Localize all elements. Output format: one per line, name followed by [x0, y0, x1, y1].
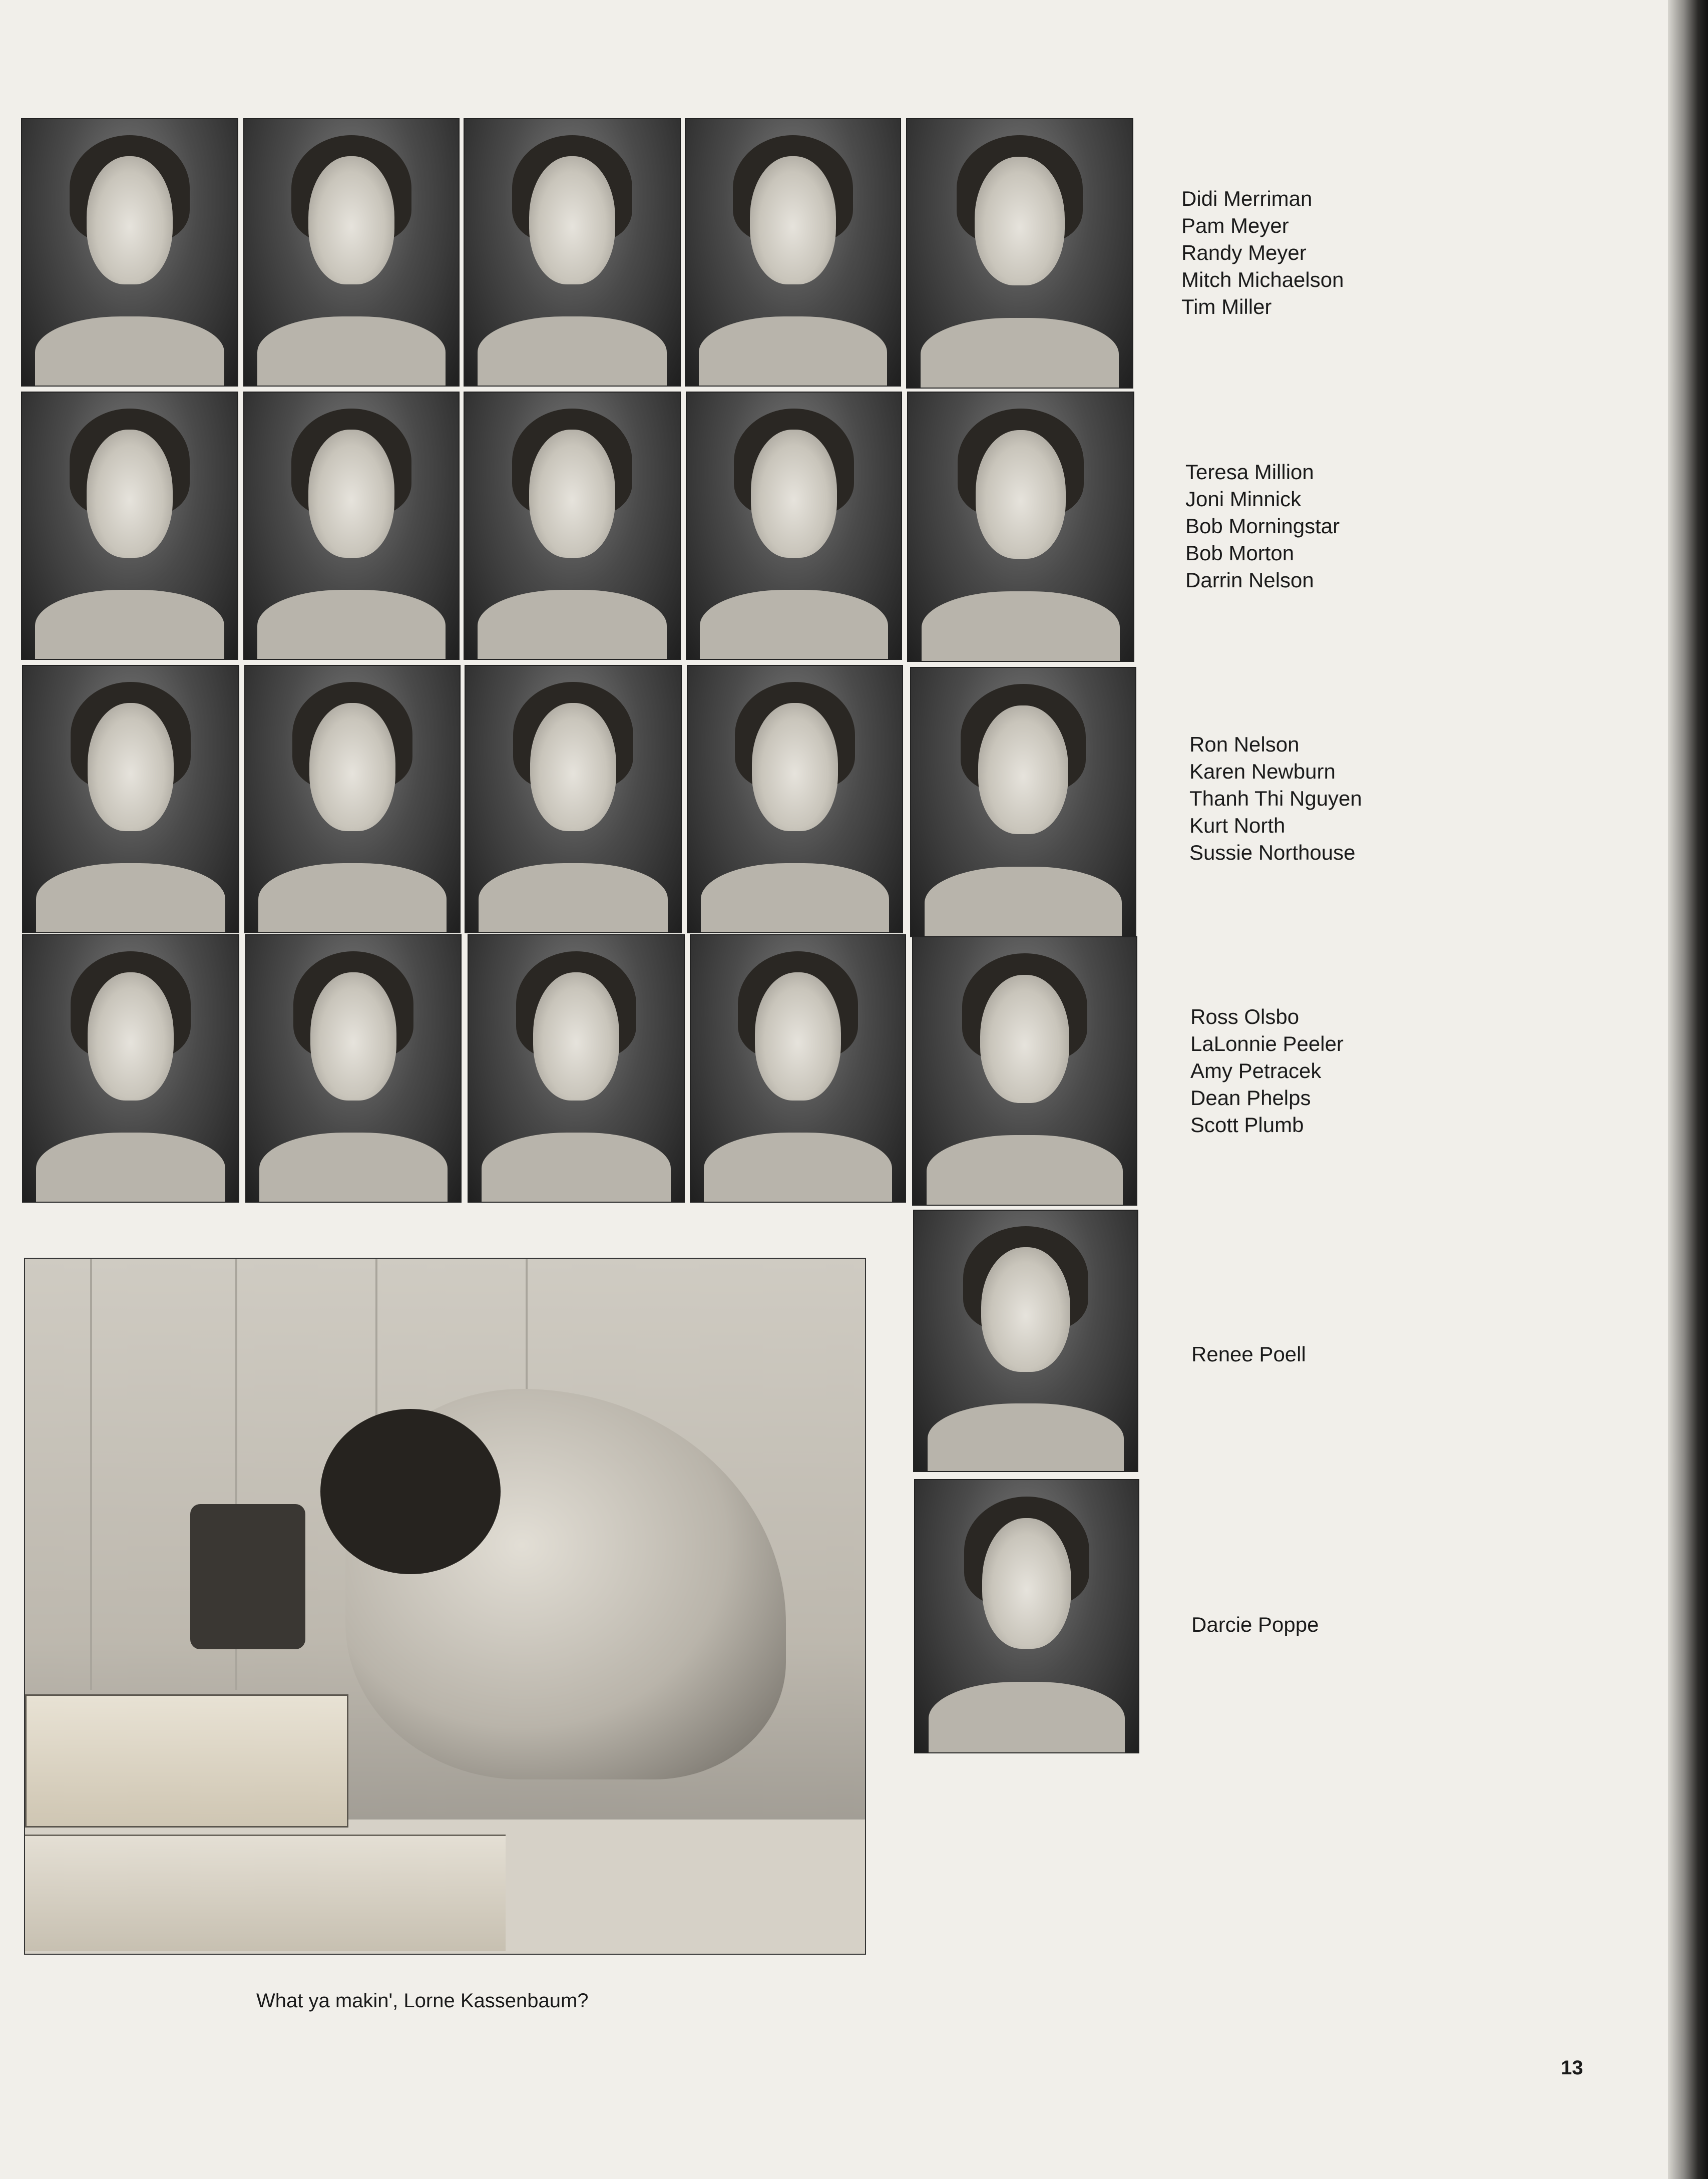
portrait-photo	[914, 1479, 1139, 1753]
portrait-photo	[464, 392, 681, 660]
portrait-photo	[906, 118, 1133, 389]
student-name: Dean Phelps	[1190, 1086, 1311, 1110]
page-number: 13	[1561, 2057, 1583, 2079]
woodshop-photo	[24, 1258, 866, 1955]
portrait-photo	[21, 118, 238, 387]
student-name: LaLonnie Peeler	[1190, 1032, 1344, 1055]
portrait-photo	[910, 667, 1136, 937]
student-name: Teresa Million	[1185, 460, 1314, 484]
portrait-photo	[690, 934, 906, 1203]
portrait-photo	[243, 118, 460, 387]
portrait-photo	[468, 934, 685, 1203]
name-list-row-3	[1189, 731, 1362, 866]
portrait-photo	[465, 665, 682, 933]
student-name: Tim Miller	[1181, 295, 1272, 318]
portrait-photo	[22, 665, 239, 933]
portrait-photo	[912, 936, 1137, 1206]
student-name: Bob Morton	[1185, 541, 1295, 565]
portrait-photo	[913, 1210, 1138, 1472]
name-list-row-2	[1185, 459, 1340, 594]
student-name: Randy Meyer	[1181, 241, 1307, 264]
photo-caption: What ya makin', Lorne Kassenbaum?	[256, 1990, 589, 2012]
portrait-photo	[687, 665, 903, 933]
name-list-row-4	[1190, 1003, 1344, 1139]
name-list-row-1	[1181, 185, 1344, 320]
student-name: Scott Plumb	[1190, 1113, 1304, 1137]
student-name: Ross Olsbo	[1190, 1005, 1300, 1028]
student-name: Joni Minnick	[1185, 487, 1302, 511]
student-name: Bob Morningstar	[1185, 514, 1340, 538]
student-name: Ron Nelson	[1189, 733, 1300, 756]
portrait-photo	[245, 934, 462, 1203]
portrait-photo	[907, 392, 1134, 662]
portrait-photo	[464, 118, 681, 387]
portrait-photo	[243, 392, 460, 660]
student-name: Renee Poell	[1191, 1342, 1306, 1366]
student-name: Darcie Poppe	[1191, 1613, 1319, 1636]
student-name: Mitch Michaelson	[1181, 268, 1344, 291]
student-name: Amy Petracek	[1190, 1059, 1322, 1082]
student-name: Pam Meyer	[1181, 214, 1289, 237]
portrait-photo	[244, 665, 461, 933]
portrait-photo	[685, 118, 901, 387]
portrait-photo	[21, 392, 238, 660]
student-name: Didi Merriman	[1181, 187, 1313, 210]
student-name: Kurt North	[1189, 814, 1286, 837]
student-name: Darrin Nelson	[1185, 568, 1314, 592]
student-name: Karen Newburn	[1189, 760, 1336, 783]
portrait-photo	[686, 392, 902, 660]
student-name: Thanh Thi Nguyen	[1189, 787, 1362, 810]
portrait-photo	[22, 934, 239, 1203]
student-name: Sussie Northouse	[1189, 841, 1356, 864]
book-binding-edge	[1668, 0, 1708, 2179]
